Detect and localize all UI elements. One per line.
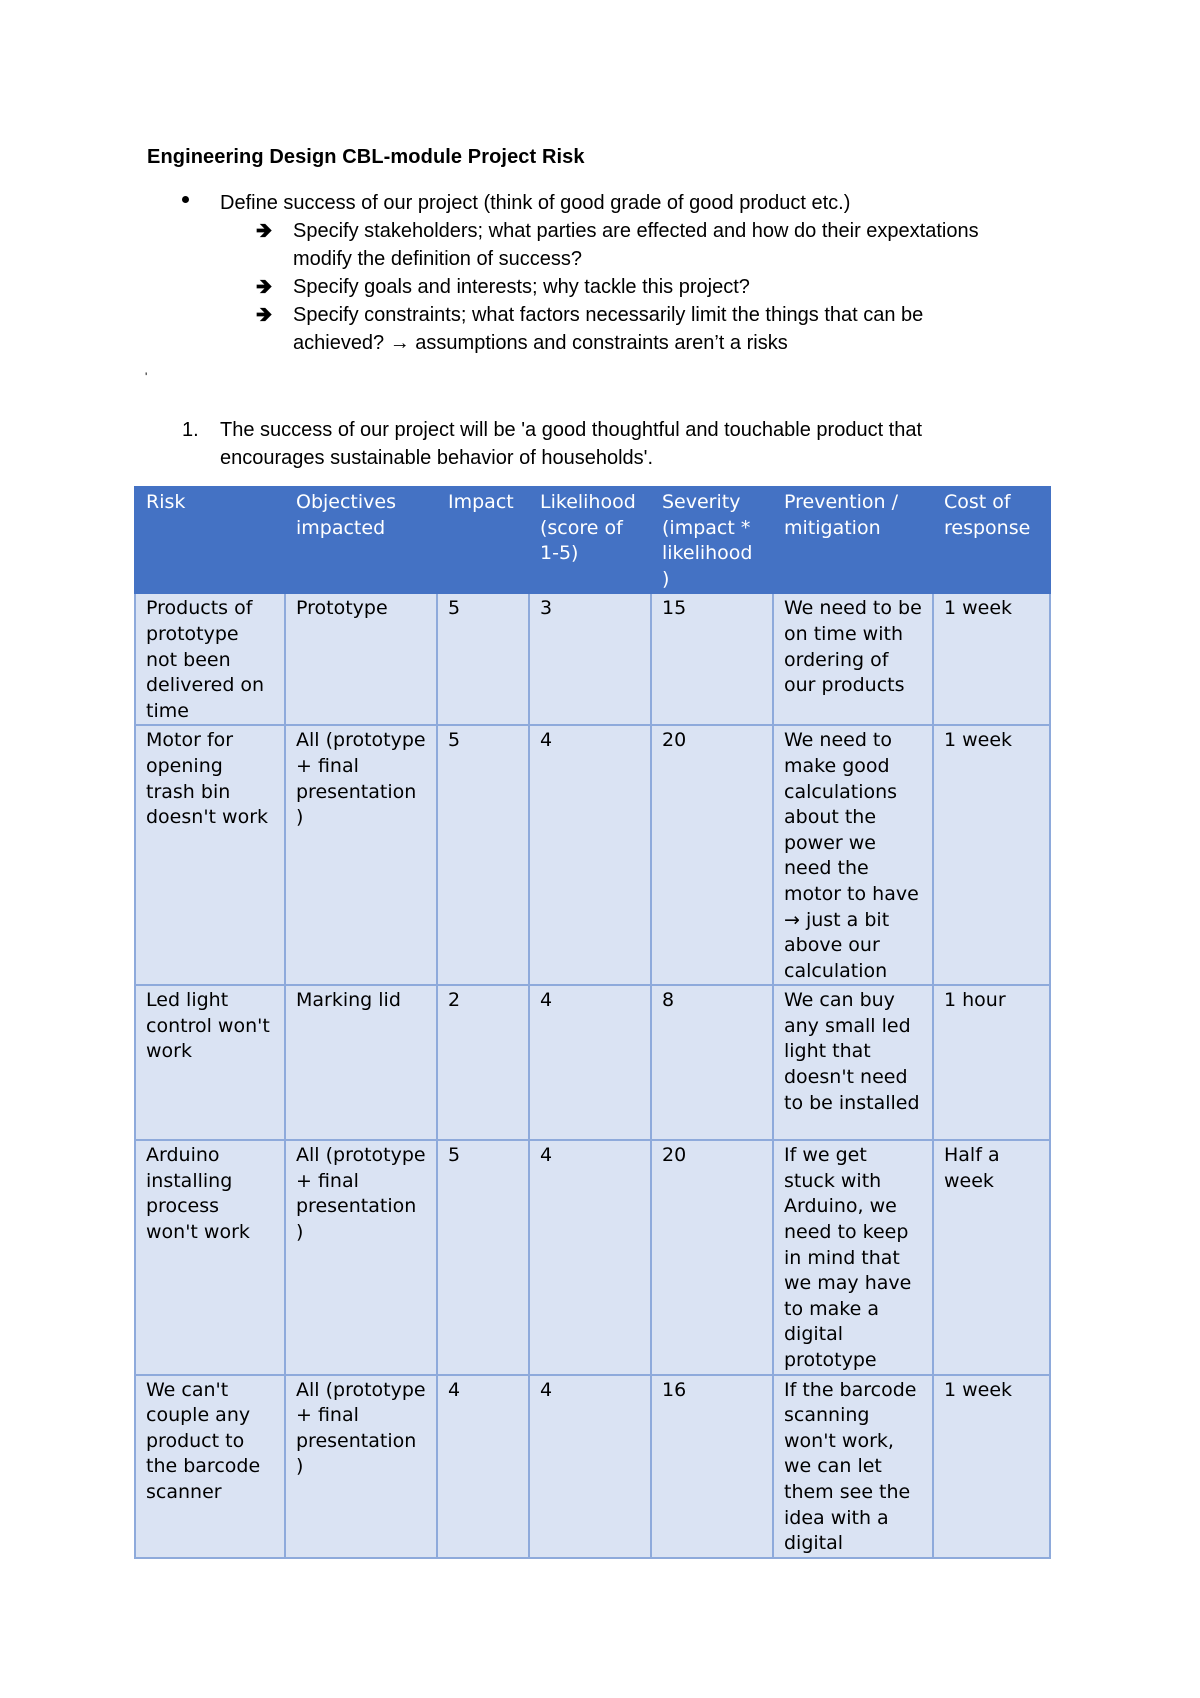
arrow-right-icon: 🡺 xyxy=(256,276,273,298)
list-number: 1. xyxy=(182,419,199,441)
header-impact: Impact xyxy=(437,487,529,593)
cell-likelihood: 3 xyxy=(529,593,651,725)
cell-objectives: All (prototype + final presentation ) xyxy=(285,1375,437,1558)
cell-impact: 5 xyxy=(437,593,529,725)
numbered-text: The success of our project will be 'a good thoughtful and touchable product that xyxy=(220,419,923,441)
sub-item-line: Specify constraints; what factors necessarily limit the things that can be xyxy=(293,304,924,326)
table-header-row xyxy=(135,487,1050,593)
cell-severity: 20 xyxy=(651,725,773,985)
table-row xyxy=(135,725,1050,985)
cell-likelihood: 4 xyxy=(529,1140,651,1374)
cell-prevention: If we get stuck with Arduino, we need to keep in mind that we may have to make a digital prototype xyxy=(773,1140,933,1374)
bullet-icon xyxy=(182,196,189,203)
cell-risk: Motor for opening trash bin doesn't work xyxy=(135,725,285,985)
header-risk: Risk xyxy=(135,487,285,593)
cell-impact: 5 xyxy=(437,1140,529,1374)
table-row xyxy=(135,985,1050,1140)
bullet-text: Define success of our project (think of good grade of good product etc.) xyxy=(220,192,851,214)
header-likelihood: Likelihood (score of 1-5) xyxy=(529,487,651,593)
sub-item-line: modify the definition of success? xyxy=(293,248,583,270)
cell-severity: 16 xyxy=(651,1375,773,1558)
cell-cost: 1 week xyxy=(933,725,1050,985)
sub-item-line: achieved? → assumptions and constraints aren’t a risks xyxy=(293,332,788,354)
numbered-text: encourages sustainable behavior of households'. xyxy=(220,447,654,469)
sub-item-line: Specify goals and interests; why tackle this project? xyxy=(293,276,750,298)
table-row xyxy=(135,1375,1050,1558)
cell-likelihood: 4 xyxy=(529,725,651,985)
risk-table xyxy=(134,486,1051,1559)
cell-objectives: Prototype xyxy=(285,593,437,725)
cell-risk: Arduino installing process won't work xyxy=(135,1140,285,1374)
cell-impact: 4 xyxy=(437,1375,529,1558)
table-row xyxy=(135,593,1050,725)
cell-likelihood: 4 xyxy=(529,985,651,1140)
arrow-right-icon: 🡺 xyxy=(256,304,273,326)
cell-impact: 2 xyxy=(437,985,529,1140)
cell-objectives: Marking lid xyxy=(285,985,437,1140)
cell-prevention: We need to be on time with ordering of our products xyxy=(773,593,933,725)
cell-severity: 15 xyxy=(651,593,773,725)
cell-cost: 1 week xyxy=(933,593,1050,725)
cell-risk: We can't couple any product to the barcode scanner xyxy=(135,1375,285,1558)
header-cost: Cost of response xyxy=(933,487,1050,593)
cell-prevention: We can buy any small led light that doesn't need to be installed xyxy=(773,985,933,1140)
cell-risk: Products of prototype not been delivered on time xyxy=(135,593,285,725)
header-severity: Severity (impact * likelihood ) xyxy=(651,487,773,593)
cell-objectives: All (prototype + final presentation ) xyxy=(285,725,437,985)
cell-severity: 20 xyxy=(651,1140,773,1374)
cell-prevention: We need to make good calculations about the power we need the motor to have → just a bit above our calculation xyxy=(773,725,933,985)
cell-cost: Half a week xyxy=(933,1140,1050,1374)
header-prevention: Prevention / mitigation xyxy=(773,487,933,593)
cell-objectives: All (prototype + final presentation ) xyxy=(285,1140,437,1374)
header-objectives: Objectives impacted xyxy=(285,487,437,593)
table-row xyxy=(135,1140,1050,1374)
arrow-right-icon: 🡺 xyxy=(256,220,273,242)
cell-severity: 8 xyxy=(651,985,773,1140)
cell-cost: 1 week xyxy=(933,1375,1050,1558)
cell-likelihood: 4 xyxy=(529,1375,651,1558)
cell-risk: Led light control won't work xyxy=(135,985,285,1140)
stray-mark: ' xyxy=(145,370,148,384)
document-title: Engineering Design CBL-module Project Risk xyxy=(147,146,585,168)
cell-cost: 1 hour xyxy=(933,985,1050,1140)
cell-impact: 5 xyxy=(437,725,529,985)
cell-prevention: If the barcode scanning won't work, we can let them see the idea with a digital xyxy=(773,1375,933,1558)
sub-item-line: Specify stakeholders; what parties are effected and how do their expextations xyxy=(293,220,979,242)
